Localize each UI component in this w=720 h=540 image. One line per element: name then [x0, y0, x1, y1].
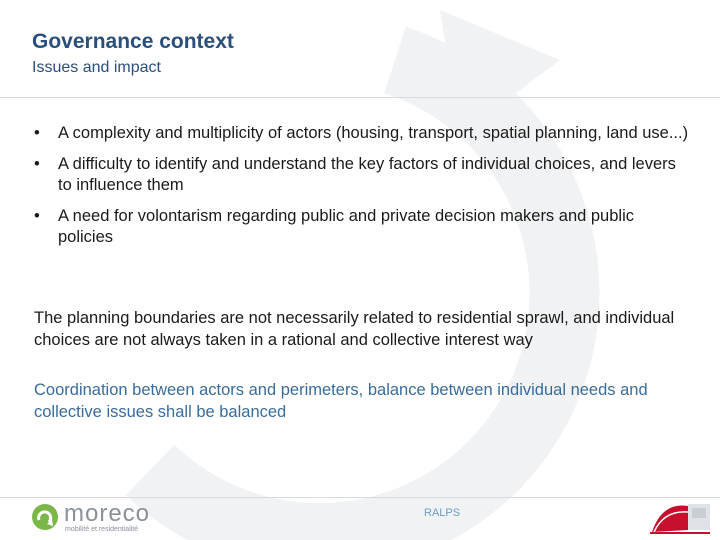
- bullet-item: [32, 123, 692, 144]
- logo-tagline: mobilité et residentialité: [65, 526, 139, 533]
- logo-name: moreco: [64, 500, 151, 527]
- highlight-paragraph: Coordination between actors and perimeters, balance between individual needs and collective issues shall be balanced: [34, 381, 648, 421]
- slide-subtitle: Issues and impact: [32, 59, 161, 76]
- bullet-icon: •: [34, 155, 40, 173]
- partner-logo-icon: [648, 498, 714, 538]
- bullet-list: [32, 123, 692, 258]
- footer-center-text: RALPS: [424, 507, 461, 519]
- moreco-logo: [30, 500, 170, 536]
- slide-title: Governance context: [32, 30, 234, 53]
- bullet-item: [32, 206, 692, 248]
- body-paragraph: The planning boundaries are not necessarily related to residential sprawl, and individual choices are not always taken in a rational and collective interest way: [34, 309, 675, 349]
- bullet-text: A need for volontarism regarding public and private decision makers and public policies: [58, 207, 634, 246]
- slide-header: [32, 30, 234, 77]
- bullet-text: A difficulty to identify and understand the key factors of individual choices, and levers to influence them: [58, 155, 676, 194]
- bullet-icon: •: [34, 207, 40, 225]
- bullet-text: A complexity and multiplicity of actors (housing, transport, spatial planning, land use...): [58, 124, 689, 142]
- bullet-item: [32, 154, 692, 196]
- footer-divider: [0, 497, 720, 498]
- header-divider: [0, 97, 720, 98]
- moreco-logo-icon: [30, 502, 60, 532]
- bullet-icon: •: [34, 124, 40, 142]
